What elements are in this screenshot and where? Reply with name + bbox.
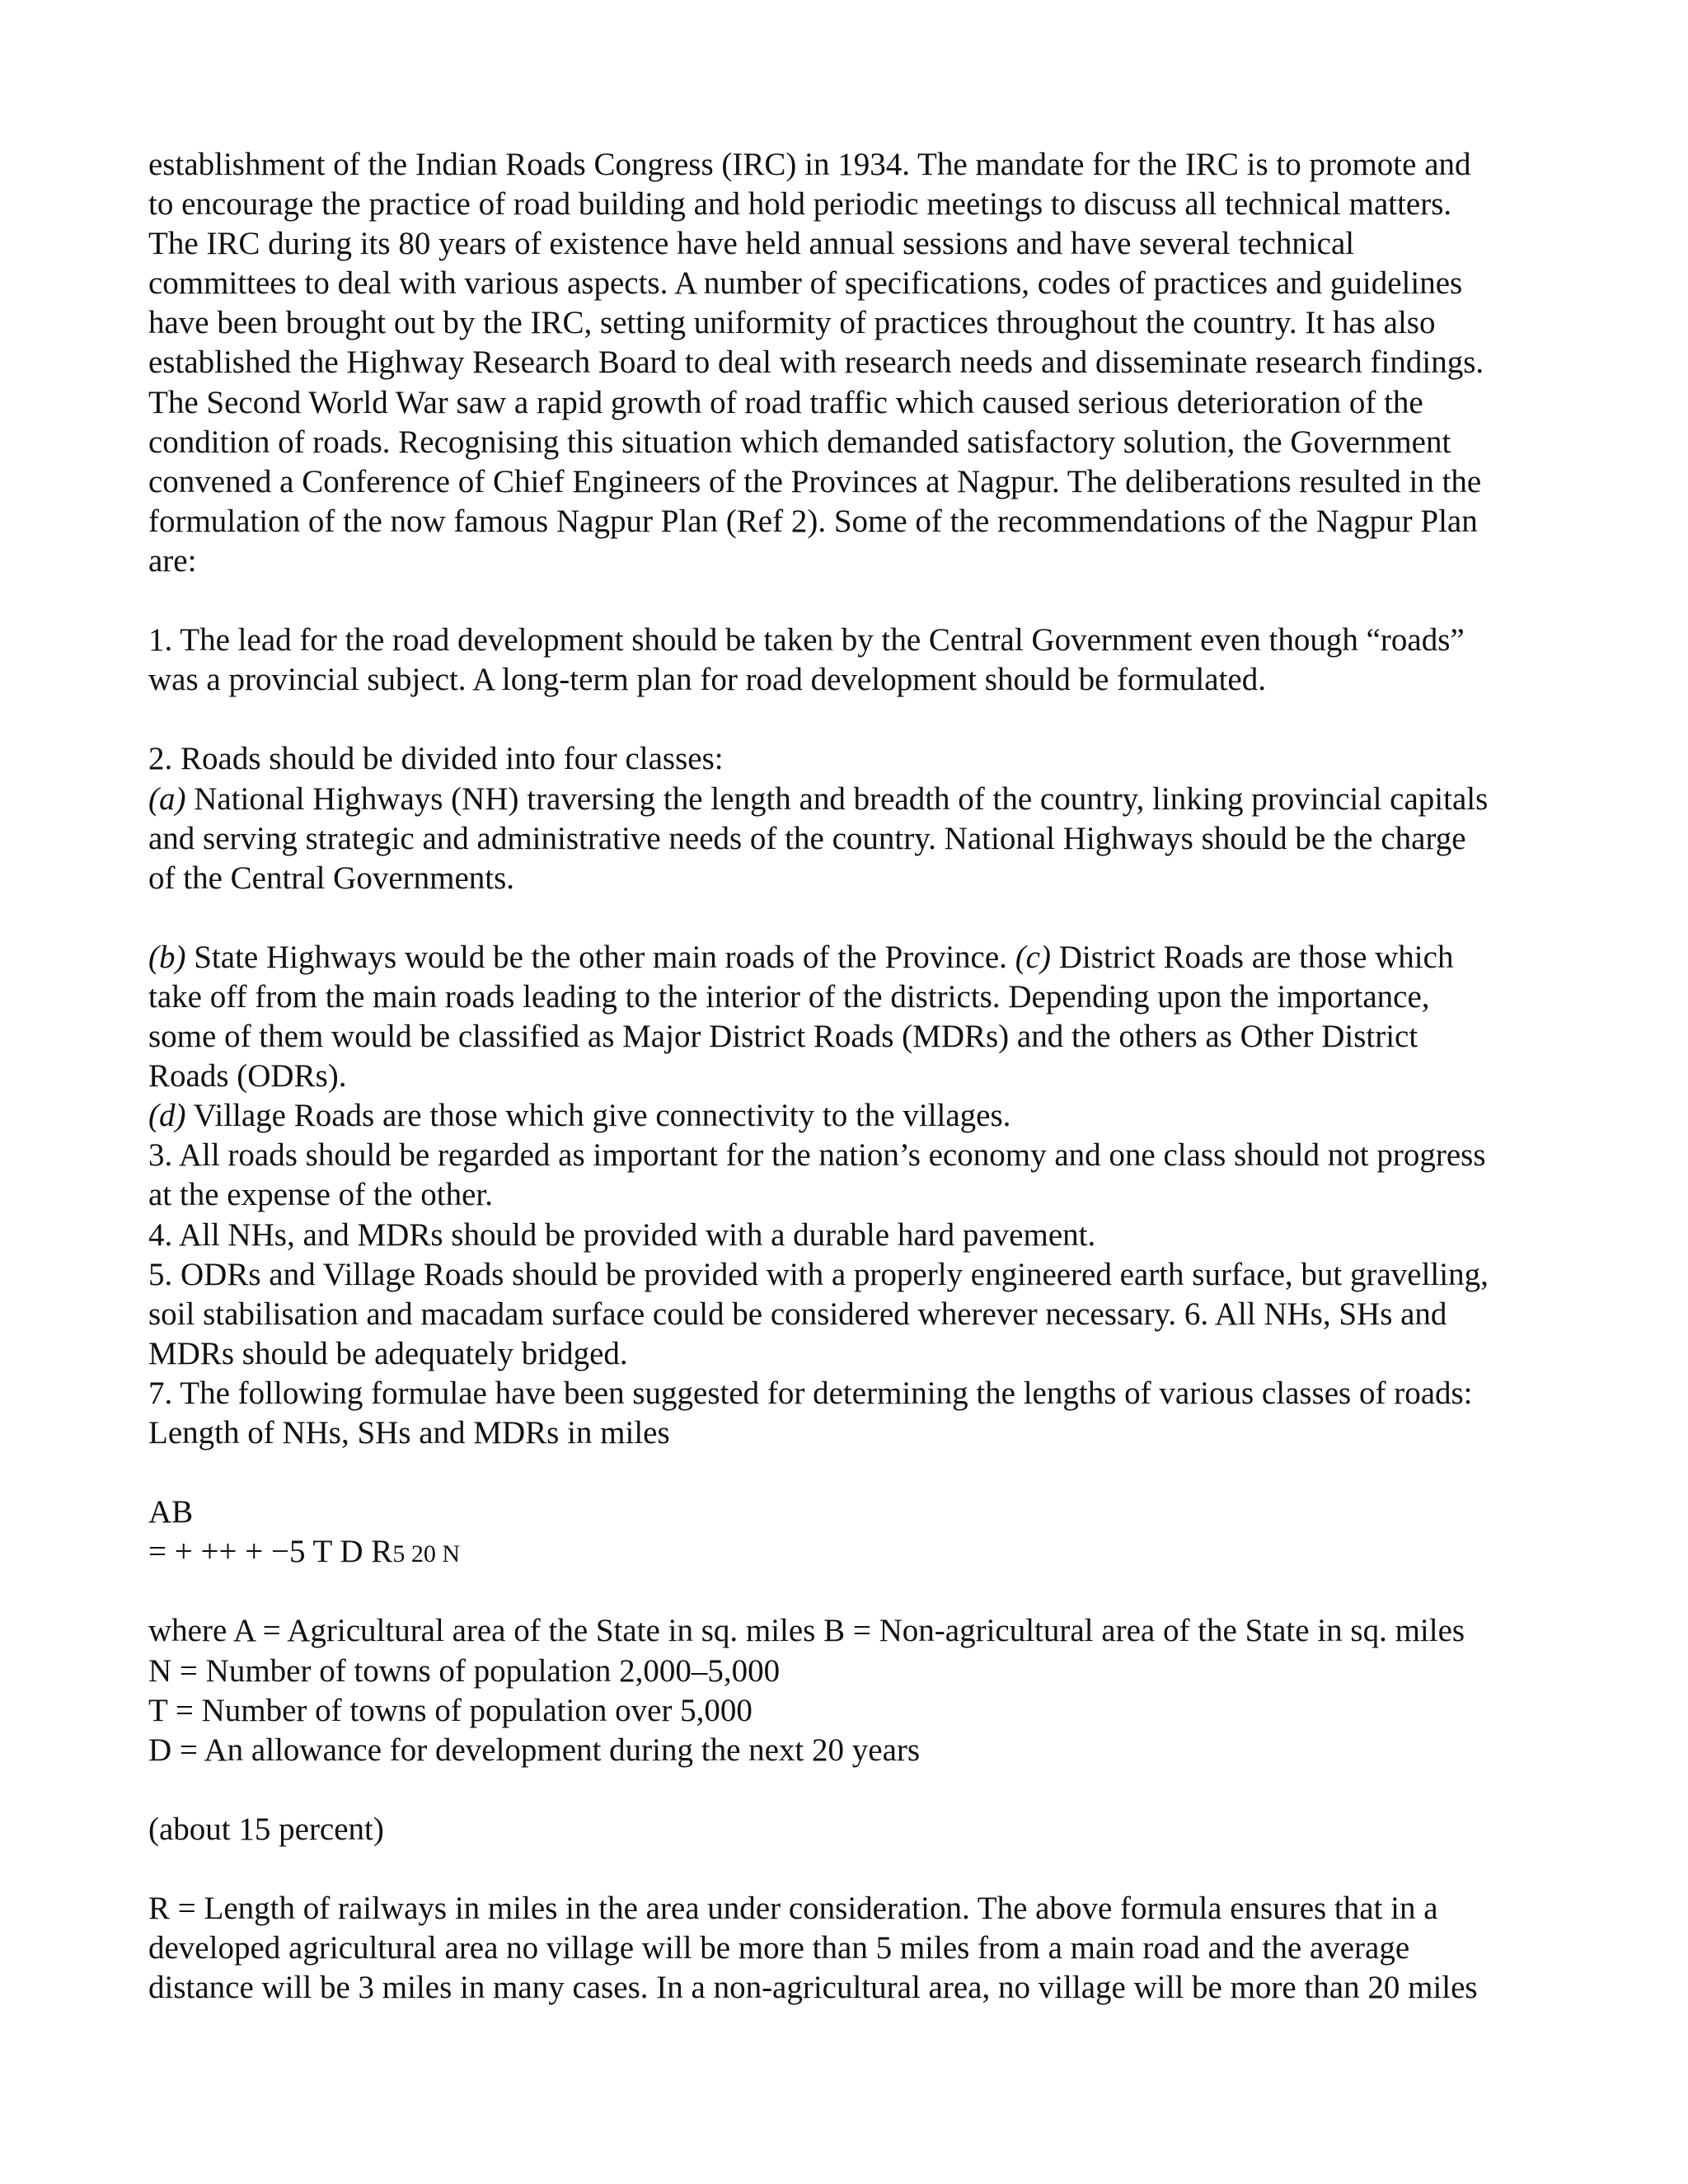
text-line: 4. All NHs, and MDRs should be provided with a durable hard pavement.	[148, 1216, 1096, 1253]
recommendation-1	[148, 621, 1550, 700]
text-line: committees to deal with various aspects. A number of specifications, codes of practices and guidelines	[148, 265, 1463, 302]
text-line: R = Length of railways in miles in the area under consideration. The above formula ensures that in a	[148, 1891, 1438, 1927]
text-line: are:	[148, 542, 197, 579]
text-line: 3. All roads should be regarded as important for the nation’s economy and one class should not progress	[148, 1137, 1486, 1174]
variable-definitions	[148, 1611, 1550, 1769]
item-d-text: Village Roads are those which give connectivity to the villages.	[185, 1098, 1011, 1134]
recommendation-2	[148, 739, 1550, 1136]
item-b-text: State Highways would be the other main roads of the Province.	[185, 939, 1015, 975]
intro-paragraph	[148, 145, 1550, 581]
text-line: of the Central Governments.	[148, 860, 515, 896]
text-line: D = An allowance for development during the next 20 years	[148, 1732, 921, 1768]
rec2-heading: 2. Roads should be divided into four classes:	[148, 741, 724, 777]
text-line: where A = Agricultural area of the State in sq. miles B = Non-agricultural area of the State in sq. miles	[148, 1613, 1465, 1649]
paragraph-gap	[148, 581, 1550, 621]
item-marker-a: (a)	[148, 780, 186, 817]
recommendations-3-to-7	[148, 1136, 1550, 1453]
allowance-note: (about 15 percent)	[148, 1811, 384, 1847]
text-line: have been brought out by the IRC, setting uniformity of practices throughout the country. It has also	[148, 305, 1436, 341]
paragraph-gap	[148, 1572, 1550, 1611]
text-line: establishment of the Indian Roads Congress (IRC) in 1934. The mandate for the IRC is to promote and	[148, 147, 1471, 182]
text-line: Roads (ODRs).	[148, 1058, 347, 1094]
rec2-a-line	[148, 780, 1550, 819]
text-line: convened a Conference of Chief Engineers of the Provinces at Nagpur. The deliberations resulted in the	[148, 463, 1482, 499]
text-line: The IRC during its 80 years of existence have held annual sessions and have several technical	[148, 226, 1355, 262]
text-line: developed agricultural area no village will be more than 5 miles from a main road and the average	[148, 1930, 1410, 1966]
paragraph-gap	[148, 1453, 1550, 1493]
formula-line-1: AB	[148, 1494, 194, 1530]
text-line: N = Number of towns of population 2,000–5,000	[148, 1652, 781, 1689]
item-c-text: District Roads are those which	[1050, 939, 1454, 975]
closing-paragraph	[148, 1889, 1550, 2008]
text-line: and serving strategic and administrative needs of the country. National Highways should be the charge	[148, 820, 1466, 856]
text-line: some of them would be classified as Major District Roads (MDRs) and the others as Other District	[148, 1019, 1418, 1055]
text-line: Length of NHs, SHs and MDRs in miles	[148, 1415, 670, 1451]
formula-line-2	[148, 1532, 1550, 1572]
text-line: distance will be 3 miles in many cases. In a non-agricultural area, no village will be more than 20 miles	[148, 1970, 1478, 2006]
item-marker-c: (c)	[1015, 939, 1051, 975]
text-line: 5. ODRs and Village Roads should be provided with a properly engineered earth surface, but gravelling,	[148, 1256, 1489, 1292]
paragraph-gap	[148, 1849, 1550, 1889]
item-marker-d: (d)	[148, 1098, 186, 1134]
text-line: formulation of the now famous Nagpur Plan (Ref 2). Some of the recommendations of the Nagpur Plan	[148, 503, 1478, 539]
text-line: take off from the main roads leading to the interior of the districts. Depending upon the importance,	[148, 978, 1430, 1015]
formula-main: = + ++ + −5 T D R	[148, 1534, 393, 1570]
text-line: established the Highway Research Board to deal with research needs and disseminate research findings.	[148, 344, 1484, 381]
text-line: was a provincial subject. A long-term plan for road development should be formulated.	[148, 662, 1266, 698]
paragraph-gap	[148, 1770, 1550, 1810]
text-line: 1. The lead for the road development should be taken by the Central Government even though “roads”	[148, 622, 1465, 658]
item-a-text: National Highways (NH) traversing the length and breadth of the country, linking provincial capitals	[185, 780, 1489, 817]
text-line: soil stabilisation and macadam surface could be considered wherever necessary. 6. All NHs, SHs and	[148, 1296, 1447, 1332]
text-line: MDRs should be adequately bridged.	[148, 1335, 628, 1371]
document-page	[148, 145, 1550, 2008]
rec2-d-line	[148, 1096, 1550, 1136]
text-line: The Second World War saw a rapid growth of road traffic which caused serious deterioration of the	[148, 384, 1423, 420]
formula-block	[148, 1493, 1550, 1572]
item-marker-b: (b)	[148, 939, 186, 975]
paragraph-gap	[148, 898, 1550, 938]
text-line: to encourage the practice of road building and hold periodic meetings to discuss all technical matters.	[148, 186, 1452, 223]
text-line: condition of roads. Recognising this situation which demanded satisfactory solution, the Government	[148, 424, 1451, 460]
text-line: 7. The following formulae have been suggested for determining the lengths of various classes of roads:	[148, 1375, 1473, 1411]
text-line: at the expense of the other.	[148, 1177, 494, 1213]
formula-subscript: 5 20 N	[392, 1540, 460, 1568]
rec2-bc-line	[148, 938, 1550, 977]
paragraph-gap	[148, 700, 1550, 739]
text-line: T = Number of towns of population over 5,000	[148, 1692, 753, 1728]
